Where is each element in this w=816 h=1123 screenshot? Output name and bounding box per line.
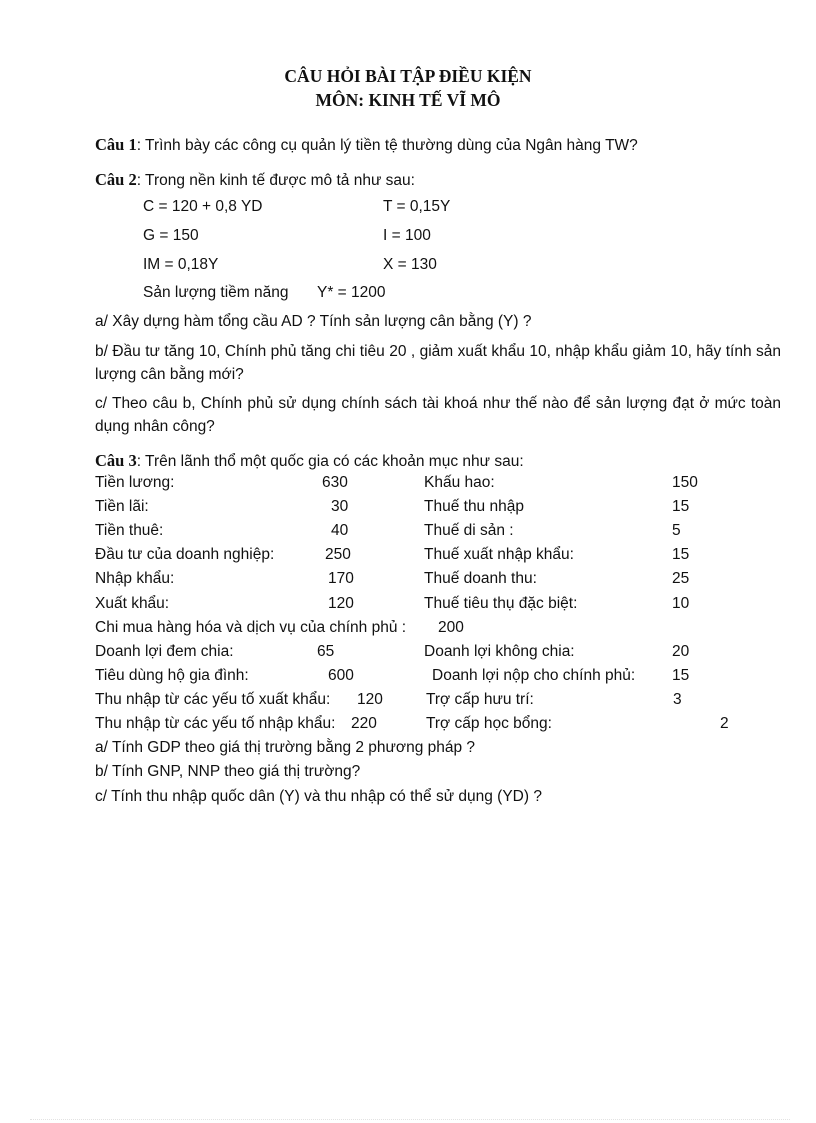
- item-value: 170: [328, 570, 354, 587]
- potential-output-value: Y* = 1200: [317, 284, 386, 301]
- item-value: 3: [673, 691, 682, 708]
- question-3-part-c: c/ Tính thu nhập quốc dân (Y) và thu nhập có thể sử dụng (YD) ?: [95, 788, 542, 805]
- item-label: Thuế di sản :: [424, 522, 514, 539]
- question-2-intro: [95, 170, 415, 190]
- item-value: 65: [317, 643, 335, 660]
- item-value: 120: [328, 595, 354, 612]
- item-label: Tiêu dùng hộ gia đình:: [95, 667, 249, 684]
- question-2-label: Câu 2: [95, 170, 137, 189]
- item-label: Thuế doanh thu:: [424, 570, 537, 587]
- doc-title-line1: CÂU HỎI BÀI TẬP ĐIỀU KIỆN: [284, 66, 532, 86]
- item-label: Thuế xuất nhập khẩu:: [424, 546, 574, 563]
- question-3-label: Câu 3: [95, 451, 137, 470]
- item-label: Thu nhập từ các yếu tố xuất khẩu:: [95, 691, 331, 708]
- item-value: 30: [331, 498, 349, 515]
- item-value: 10: [672, 595, 690, 612]
- item-value: 15: [672, 667, 690, 684]
- item-value: 150: [672, 474, 698, 491]
- question-1-label: Câu 1: [95, 135, 137, 154]
- item-value: 40: [331, 522, 349, 539]
- question-1-text: : Trình bày các công cụ quản lý tiền tệ thường dùng của Ngân hàng TW?: [136, 137, 638, 154]
- doc-title-line2: MÔN: KINH TẾ VĨ MÔ: [315, 90, 501, 110]
- question-2-intro-text: : Trong nền kinh tế được mô tả như sau:: [136, 172, 415, 189]
- item-label: Doanh lợi đem chia:: [95, 643, 234, 660]
- item-value: 220: [351, 715, 377, 732]
- item-label: Doanh lợi nộp cho chính phủ:: [432, 667, 636, 684]
- item-value: 120: [357, 691, 383, 708]
- item-label: Tiền lãi:: [95, 498, 149, 515]
- question-2-part-a: a/ Xây dựng hàm tổng cầu AD ? Tính sản lượng cân bằng (Y) ?: [95, 313, 532, 330]
- equation-import: IM = 0,18Y: [143, 256, 219, 273]
- gov-purchases-value: 200: [438, 619, 464, 636]
- equation-tax: T = 0,15Y: [383, 198, 451, 215]
- equation-consumption: C = 120 + 0,8 YD: [143, 198, 263, 215]
- item-value: 15: [672, 498, 690, 515]
- question-3-intro-text: : Trên lãnh thổ một quốc gia có các khoản mục như sau:: [136, 453, 524, 470]
- item-value: 630: [322, 474, 348, 491]
- gov-purchases-label: Chi mua hàng hóa và dịch vụ của chính phủ :: [95, 619, 407, 636]
- item-label: Trợ cấp hưu trí:: [426, 691, 534, 708]
- item-label: Thuế thu nhập: [424, 498, 524, 515]
- item-value: 2: [720, 715, 729, 732]
- item-value: 5: [672, 522, 681, 539]
- item-value: 25: [672, 570, 690, 587]
- item-value: 15: [672, 546, 690, 563]
- equation-investment: I = 100: [383, 227, 431, 244]
- item-label: Tiền lương:: [95, 474, 175, 491]
- item-label: Xuất khẩu:: [95, 595, 170, 612]
- item-label: Tiền thuê:: [95, 522, 164, 539]
- item-label: Trợ cấp học bổng:: [426, 715, 552, 732]
- item-label: Thuế tiêu thụ đặc biệt:: [424, 595, 578, 612]
- question-1: [95, 135, 638, 155]
- item-label: Khấu hao:: [424, 474, 495, 491]
- question-2-part-b: b/ Đầu tư tăng 10, Chính phủ tăng chi tiêu 20 , giảm xuất khẩu 10, nhập khẩu giảm 10, hãy tính sản lượng cân bằng mới?: [95, 343, 781, 383]
- item-value: 600: [328, 667, 354, 684]
- equation-export: X = 130: [383, 256, 437, 273]
- equation-government: G = 150: [143, 227, 199, 244]
- item-value: 20: [672, 643, 690, 660]
- question-3-intro: [95, 451, 524, 471]
- item-value: 250: [325, 546, 351, 563]
- potential-output-label: Sản lượng tiềm năng: [143, 284, 289, 301]
- question-3-part-b: b/ Tính GNP, NNP theo giá thị trường?: [95, 763, 361, 780]
- question-2-part-c: c/ Theo câu b, Chính phủ sử dụng chính sách tài khoá như thế nào để sản lượng đạt ở mức toàn dụng nhân công?: [95, 395, 781, 435]
- question-3-part-a: a/ Tính GDP theo giá thị trường bằng 2 phương pháp ?: [95, 739, 476, 756]
- item-label: Thu nhập từ các yếu tố nhập khẩu:: [95, 715, 336, 732]
- item-label: Đầu tư của doanh nghiệp:: [95, 546, 275, 563]
- item-label: Nhập khẩu:: [95, 570, 175, 587]
- item-label: Doanh lợi không chia:: [424, 643, 575, 660]
- page-bottom-divider: [30, 1119, 790, 1120]
